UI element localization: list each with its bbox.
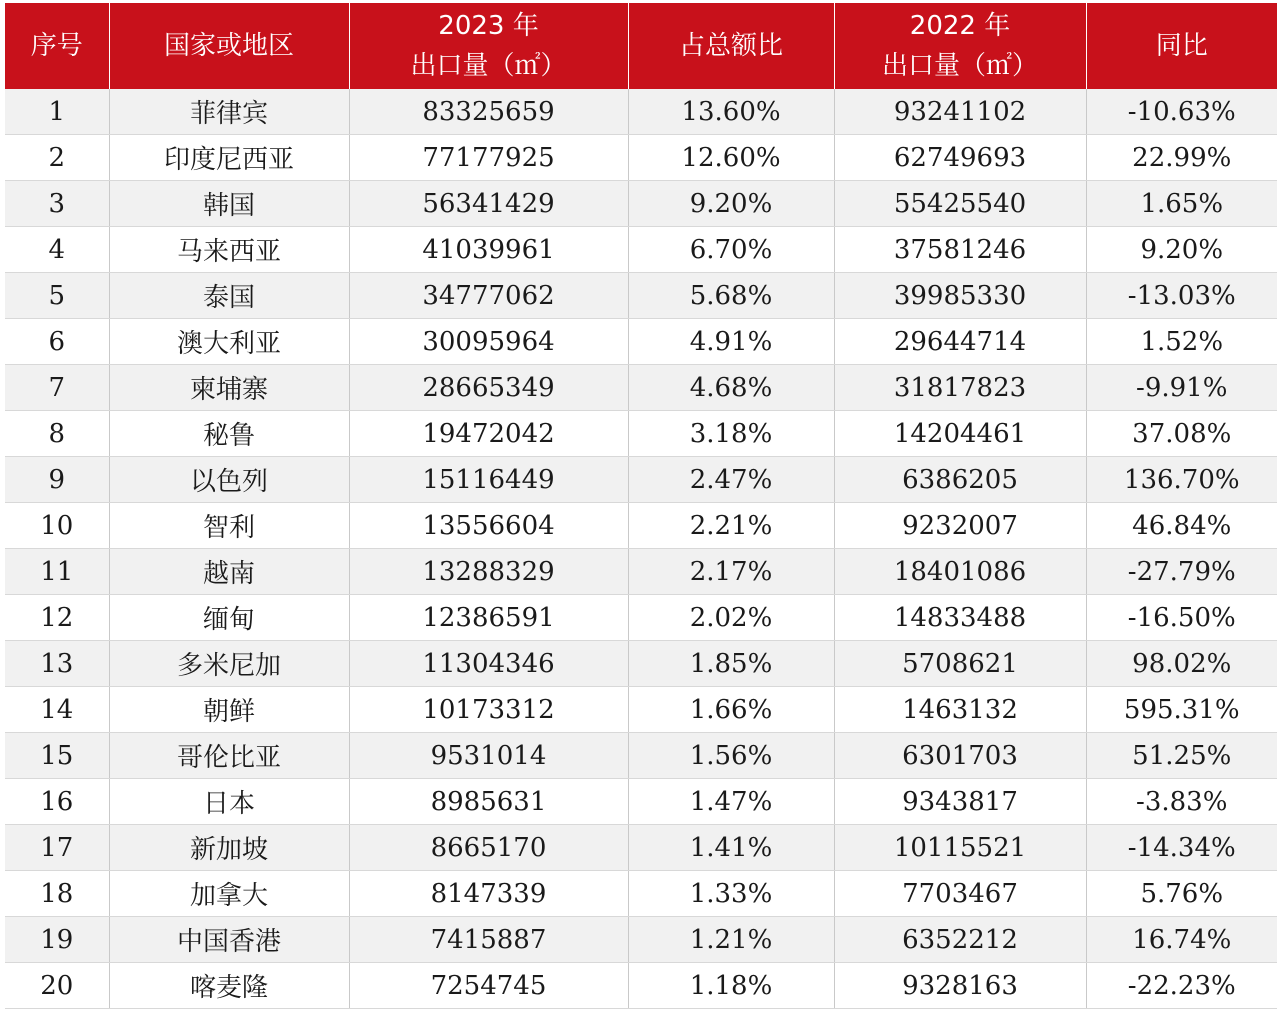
cell-export-2023: 13556604 [349, 503, 628, 549]
cell-rank: 13 [5, 641, 109, 687]
cell-yoy: 595.31% [1086, 687, 1277, 733]
header-export-2022-year: 2022 年 [909, 11, 1011, 41]
cell-share: 1.56% [628, 733, 834, 779]
cell-rank: 4 [5, 227, 109, 273]
cell-yoy: 22.99% [1086, 135, 1277, 181]
cell-share: 1.18% [628, 963, 834, 1009]
table-row [5, 411, 1277, 457]
cell-share: 2.47% [628, 457, 834, 503]
cell-export-2023: 8147339 [349, 871, 628, 917]
table-row [5, 273, 1277, 319]
cell-yoy: 136.70% [1086, 457, 1277, 503]
cell-export-2022: 9343817 [834, 779, 1086, 825]
cell-export-2022: 18401086 [834, 549, 1086, 595]
cell-country: 澳大利亚 [109, 319, 349, 365]
cell-country: 新加坡 [109, 825, 349, 871]
cell-yoy: -9.91% [1086, 365, 1277, 411]
cell-yoy: -10.63% [1086, 89, 1277, 135]
cell-share: 4.68% [628, 365, 834, 411]
header-yoy: 同比 [1086, 3, 1277, 89]
cell-rank: 12 [5, 595, 109, 641]
cell-country: 哥伦比亚 [109, 733, 349, 779]
cell-country: 喀麦隆 [109, 963, 349, 1009]
cell-rank: 2 [5, 135, 109, 181]
cell-export-2023: 15116449 [349, 457, 628, 503]
table-row [5, 917, 1277, 963]
cell-export-2022: 39985330 [834, 273, 1086, 319]
cell-yoy: 46.84% [1086, 503, 1277, 549]
table-row [5, 227, 1277, 273]
export-table [5, 3, 1277, 1009]
cell-rank: 17 [5, 825, 109, 871]
cell-yoy: -14.34% [1086, 825, 1277, 871]
cell-export-2023: 7415887 [349, 917, 628, 963]
cell-rank: 9 [5, 457, 109, 503]
cell-rank: 20 [5, 963, 109, 1009]
cell-yoy: -3.83% [1086, 779, 1277, 825]
header-export-2022-unit: 出口量（㎡） [881, 51, 1038, 81]
cell-rank: 14 [5, 687, 109, 733]
cell-share: 4.91% [628, 319, 834, 365]
cell-export-2022: 9232007 [834, 503, 1086, 549]
table-row [5, 549, 1277, 595]
cell-export-2022: 5708621 [834, 641, 1086, 687]
cell-rank: 1 [5, 89, 109, 135]
cell-export-2023: 30095964 [349, 319, 628, 365]
cell-rank: 11 [5, 549, 109, 595]
cell-export-2023: 8985631 [349, 779, 628, 825]
cell-share: 13.60% [628, 89, 834, 135]
cell-export-2022: 29644714 [834, 319, 1086, 365]
cell-yoy: 16.74% [1086, 917, 1277, 963]
table-row [5, 779, 1277, 825]
cell-export-2022: 6386205 [834, 457, 1086, 503]
cell-country: 缅甸 [109, 595, 349, 641]
cell-yoy: 98.02% [1086, 641, 1277, 687]
cell-export-2022: 10115521 [834, 825, 1086, 871]
cell-share: 1.33% [628, 871, 834, 917]
cell-export-2023: 11304346 [349, 641, 628, 687]
cell-export-2023: 77177925 [349, 135, 628, 181]
cell-export-2022: 93241102 [834, 89, 1086, 135]
cell-yoy: 51.25% [1086, 733, 1277, 779]
cell-export-2022: 31817823 [834, 365, 1086, 411]
cell-yoy: -13.03% [1086, 273, 1277, 319]
cell-country: 以色列 [109, 457, 349, 503]
cell-share: 9.20% [628, 181, 834, 227]
cell-export-2023: 41039961 [349, 227, 628, 273]
cell-export-2022: 1463132 [834, 687, 1086, 733]
cell-export-2023: 8665170 [349, 825, 628, 871]
cell-share: 3.18% [628, 411, 834, 457]
cell-country: 朝鲜 [109, 687, 349, 733]
cell-export-2022: 6301703 [834, 733, 1086, 779]
table-row [5, 641, 1277, 687]
cell-country: 多米尼加 [109, 641, 349, 687]
cell-export-2022: 9328163 [834, 963, 1086, 1009]
cell-share: 2.17% [628, 549, 834, 595]
cell-share: 1.47% [628, 779, 834, 825]
cell-export-2023: 56341429 [349, 181, 628, 227]
cell-country: 韩国 [109, 181, 349, 227]
cell-export-2023: 13288329 [349, 549, 628, 595]
table-row [5, 365, 1277, 411]
cell-export-2023: 19472042 [349, 411, 628, 457]
cell-country: 加拿大 [109, 871, 349, 917]
cell-share: 1.41% [628, 825, 834, 871]
table-row [5, 733, 1277, 779]
cell-export-2022: 62749693 [834, 135, 1086, 181]
cell-share: 2.21% [628, 503, 834, 549]
table-row [5, 135, 1277, 181]
cell-rank: 3 [5, 181, 109, 227]
cell-rank: 5 [5, 273, 109, 319]
cell-rank: 6 [5, 319, 109, 365]
table-row [5, 319, 1277, 365]
table-row [5, 89, 1277, 135]
cell-country: 日本 [109, 779, 349, 825]
table-row [5, 503, 1277, 549]
cell-export-2022: 7703467 [834, 871, 1086, 917]
cell-export-2023: 28665349 [349, 365, 628, 411]
cell-country: 柬埔寨 [109, 365, 349, 411]
cell-export-2022: 14204461 [834, 411, 1086, 457]
cell-yoy: 9.20% [1086, 227, 1277, 273]
table-row [5, 181, 1277, 227]
cell-share: 2.02% [628, 595, 834, 641]
cell-share: 1.66% [628, 687, 834, 733]
header-country: 国家或地区 [109, 3, 349, 89]
cell-country: 智利 [109, 503, 349, 549]
cell-yoy: -27.79% [1086, 549, 1277, 595]
cell-export-2022: 37581246 [834, 227, 1086, 273]
cell-rank: 8 [5, 411, 109, 457]
table-body [5, 89, 1277, 1009]
table-row [5, 871, 1277, 917]
cell-country: 马来西亚 [109, 227, 349, 273]
cell-export-2023: 7254745 [349, 963, 628, 1009]
cell-country: 菲律宾 [109, 89, 349, 135]
cell-yoy: 1.65% [1086, 181, 1277, 227]
cell-export-2022: 55425540 [834, 181, 1086, 227]
cell-country: 泰国 [109, 273, 349, 319]
cell-rank: 18 [5, 871, 109, 917]
cell-yoy: 5.76% [1086, 871, 1277, 917]
header-export-2022 [834, 3, 1086, 89]
cell-share: 12.60% [628, 135, 834, 181]
cell-country: 中国香港 [109, 917, 349, 963]
cell-country: 越南 [109, 549, 349, 595]
header-export-2023-unit: 出口量（㎡） [410, 51, 567, 81]
table-row [5, 825, 1277, 871]
header-export-2023-year: 2023 年 [438, 11, 539, 41]
cell-share: 1.21% [628, 917, 834, 963]
cell-yoy: 37.08% [1086, 411, 1277, 457]
cell-export-2023: 12386591 [349, 595, 628, 641]
cell-export-2023: 10173312 [349, 687, 628, 733]
header-rank: 序号 [5, 3, 109, 89]
cell-rank: 7 [5, 365, 109, 411]
table-row [5, 687, 1277, 733]
table-row [5, 595, 1277, 641]
cell-country: 秘鲁 [109, 411, 349, 457]
table-header [5, 3, 1277, 89]
header-export-2023 [349, 3, 628, 89]
cell-share: 5.68% [628, 273, 834, 319]
header-share: 占总额比 [628, 3, 834, 89]
export-table-container [5, 3, 1277, 1009]
table-row [5, 963, 1277, 1009]
cell-yoy: -22.23% [1086, 963, 1277, 1009]
cell-share: 6.70% [628, 227, 834, 273]
cell-yoy: 1.52% [1086, 319, 1277, 365]
cell-export-2023: 34777062 [349, 273, 628, 319]
cell-rank: 15 [5, 733, 109, 779]
table-row [5, 457, 1277, 503]
header-row [5, 3, 1277, 89]
cell-export-2022: 14833488 [834, 595, 1086, 641]
cell-country: 印度尼西亚 [109, 135, 349, 181]
cell-export-2023: 83325659 [349, 89, 628, 135]
cell-share: 1.85% [628, 641, 834, 687]
cell-rank: 10 [5, 503, 109, 549]
cell-rank: 19 [5, 917, 109, 963]
cell-export-2023: 9531014 [349, 733, 628, 779]
cell-yoy: -16.50% [1086, 595, 1277, 641]
cell-rank: 16 [5, 779, 109, 825]
cell-export-2022: 6352212 [834, 917, 1086, 963]
